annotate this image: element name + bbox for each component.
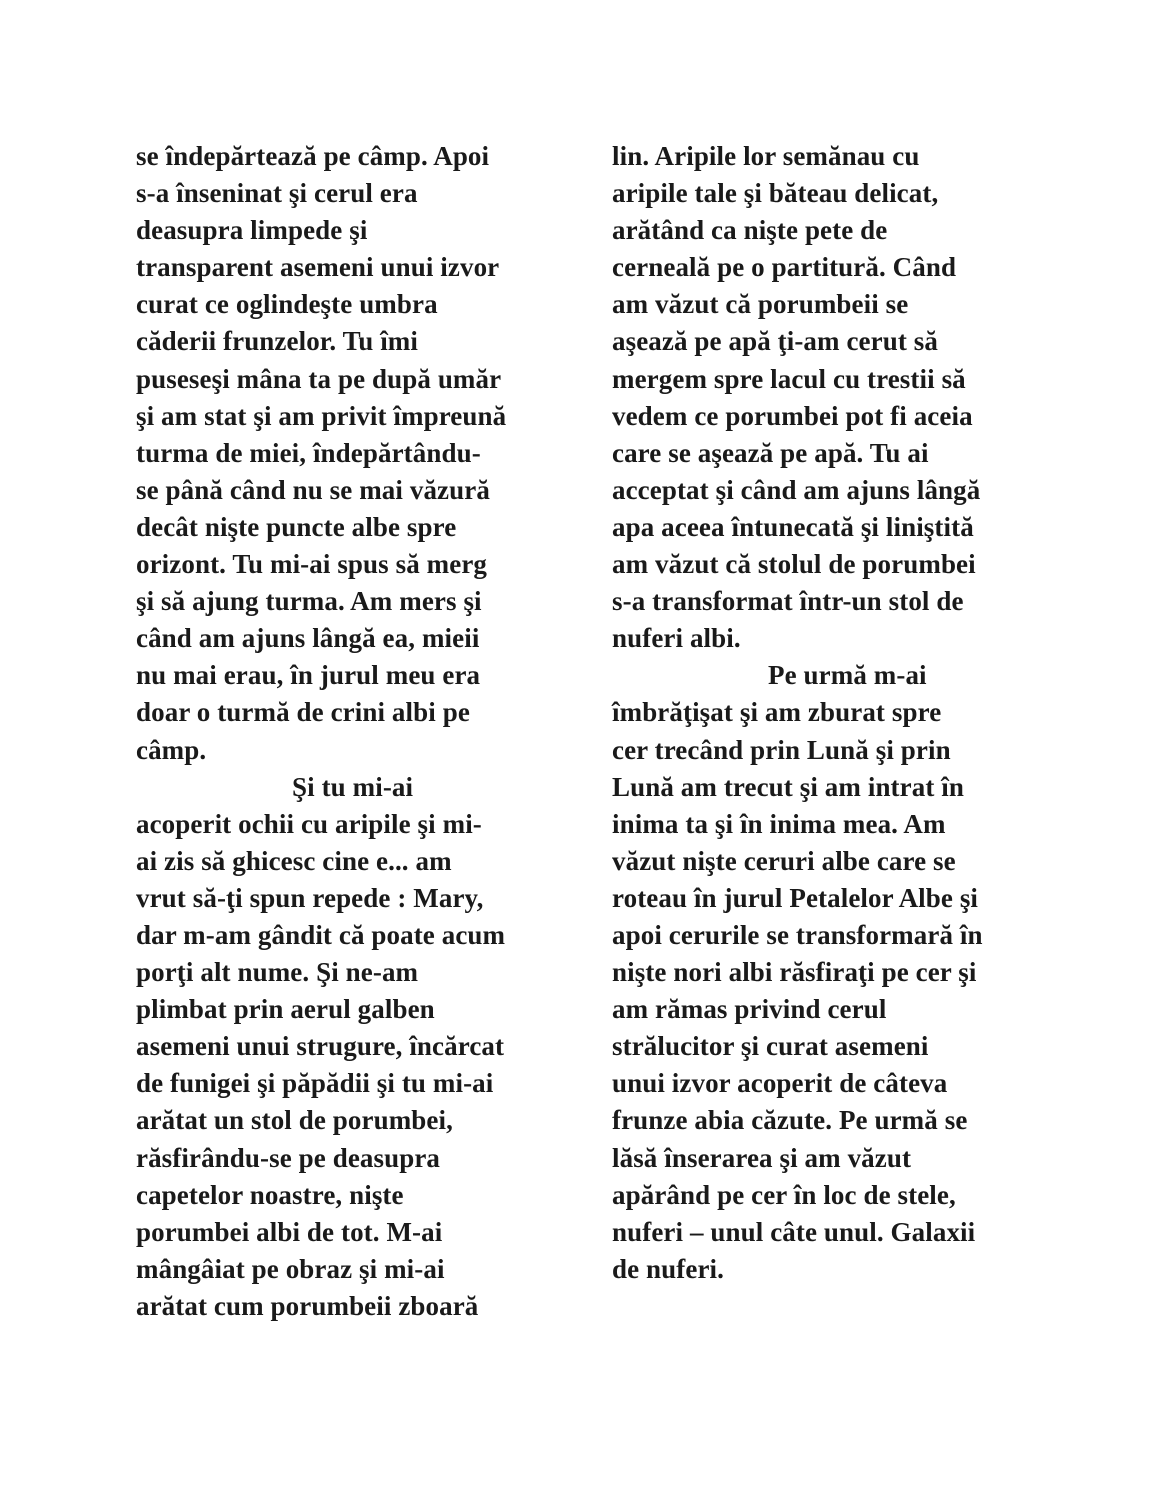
text-line: de funigei şi păpădii şi tu mi-ai xyxy=(136,1068,494,1099)
text-line: se îndepărtează pe câmp. Apoi xyxy=(136,141,490,171)
text-line: am rămas privind cerul xyxy=(612,994,887,1025)
text-line: Pe urmă m-ai xyxy=(768,660,927,691)
text-line: nişte nori albi răsfiraţi pe cer şi xyxy=(612,957,977,988)
text-line: văzut nişte ceruri albe care se xyxy=(612,845,956,876)
text-line: nuferi – unul câte unul. Galaxii xyxy=(612,1216,976,1247)
text-line: acoperit ochii cu aripile şi mi- xyxy=(136,808,482,839)
text-line: apoi cerurile se transformară în xyxy=(612,919,983,950)
text-line: unui izvor acoperit de câteva xyxy=(612,1068,948,1099)
text-line: răsfirându-se pe deasupra xyxy=(136,1142,441,1173)
text-line: apa aceea întunecată şi liniştită xyxy=(612,511,974,542)
text-line: mergem spre lacul cu trestii să xyxy=(612,363,966,394)
text-line: apărând pe cer în loc de stele, xyxy=(612,1179,956,1210)
text-line: decât nişte puncte albe spre xyxy=(136,511,457,542)
text-line: mângâiat pe obraz şi mi-ai xyxy=(136,1253,445,1284)
text-line: Şi tu mi-ai xyxy=(292,771,414,802)
text-line: îmbrăţişat şi am zburat spre xyxy=(612,697,942,728)
text-line: când am ajuns lângă ea, mieii xyxy=(136,623,480,654)
text-line: Lună am trecut şi am intrat în xyxy=(612,771,964,802)
text-line: acceptat şi când am ajuns lângă xyxy=(612,474,981,505)
text-line: nu mai erau, în jurul meu era xyxy=(136,660,481,691)
text-line: căderii frunzelor. Tu îmi xyxy=(136,326,419,357)
text-line: de nuferi. xyxy=(612,1253,724,1284)
text-line: vrut să-ţi spun repede : Mary, xyxy=(136,882,484,913)
text-column-right xyxy=(612,138,1032,1288)
text-line: capetelor noastre, nişte xyxy=(136,1179,404,1210)
text-line: curat ce oglindeşte umbra xyxy=(136,289,438,320)
text-line: transparent asemeni unui izvor xyxy=(136,252,500,283)
text-column-left xyxy=(136,138,556,1325)
text-line: nuferi albi. xyxy=(612,623,741,654)
text-line: porumbei albi de tot. M-ai xyxy=(136,1216,443,1247)
text-line: câmp. xyxy=(136,734,207,765)
text-line: vedem ce porumbei pot fi aceia xyxy=(612,400,973,431)
text-line: şi am stat şi am privit împreună xyxy=(136,400,507,431)
text-line: porţi alt nume. Şi ne-am xyxy=(136,957,419,988)
text-line: puseseşi mâna ta pe după umăr xyxy=(136,363,502,394)
text-line: arătând ca nişte pete de xyxy=(612,215,888,246)
text-line: strălucitor şi curat asemeni xyxy=(612,1031,929,1062)
text-line: care se aşează pe apă. Tu ai xyxy=(612,437,929,468)
text-line: frunze abia căzute. Pe urmă se xyxy=(612,1105,968,1136)
text-line: am văzut că porumbeii se xyxy=(612,289,909,320)
text-line: inima ta şi în inima mea. Am xyxy=(612,808,946,839)
text-line: doar o turmă de crini albi pe xyxy=(136,697,470,728)
text-line: se până când nu se mai văzură xyxy=(136,474,490,505)
text-line: am văzut că stolul de porumbei xyxy=(612,549,976,580)
text-line: asemeni unui strugure, încărcat xyxy=(136,1031,505,1062)
text-line: lin. Aripile lor semănau cu xyxy=(612,141,920,171)
text-line: lăsă înserarea şi am văzut xyxy=(612,1142,912,1173)
text-line: aşează pe apă ţi-am cerut să xyxy=(612,326,938,357)
text-line: roteau în jurul Petalelor Albe şi xyxy=(612,882,979,913)
text-line: dar m-am gândit că poate acum xyxy=(136,919,506,950)
text-line: şi să ajung turma. Am mers şi xyxy=(136,586,482,617)
text-line: s-a înseninat şi cerul era xyxy=(136,178,418,209)
text-line: cer trecând prin Lună şi prin xyxy=(612,734,951,765)
text-line: s-a transformat într-un stol de xyxy=(612,586,964,617)
text-line: cerneală pe o partitură. Când xyxy=(612,252,957,283)
text-line: turma de miei, îndepărtându- xyxy=(136,437,481,468)
text-line: ai zis să ghicesc cine e... am xyxy=(136,845,452,876)
text-line: plimbat prin aerul galben xyxy=(136,994,435,1025)
text-line: orizont. Tu mi-ai spus să merg xyxy=(136,549,488,580)
text-line: deasupra limpede şi xyxy=(136,215,368,246)
text-line: arătat un stol de porumbei, xyxy=(136,1105,453,1136)
text-line: arătat cum porumbeii zboară xyxy=(136,1290,479,1321)
text-line: aripile tale şi băteau delicat, xyxy=(612,178,939,209)
